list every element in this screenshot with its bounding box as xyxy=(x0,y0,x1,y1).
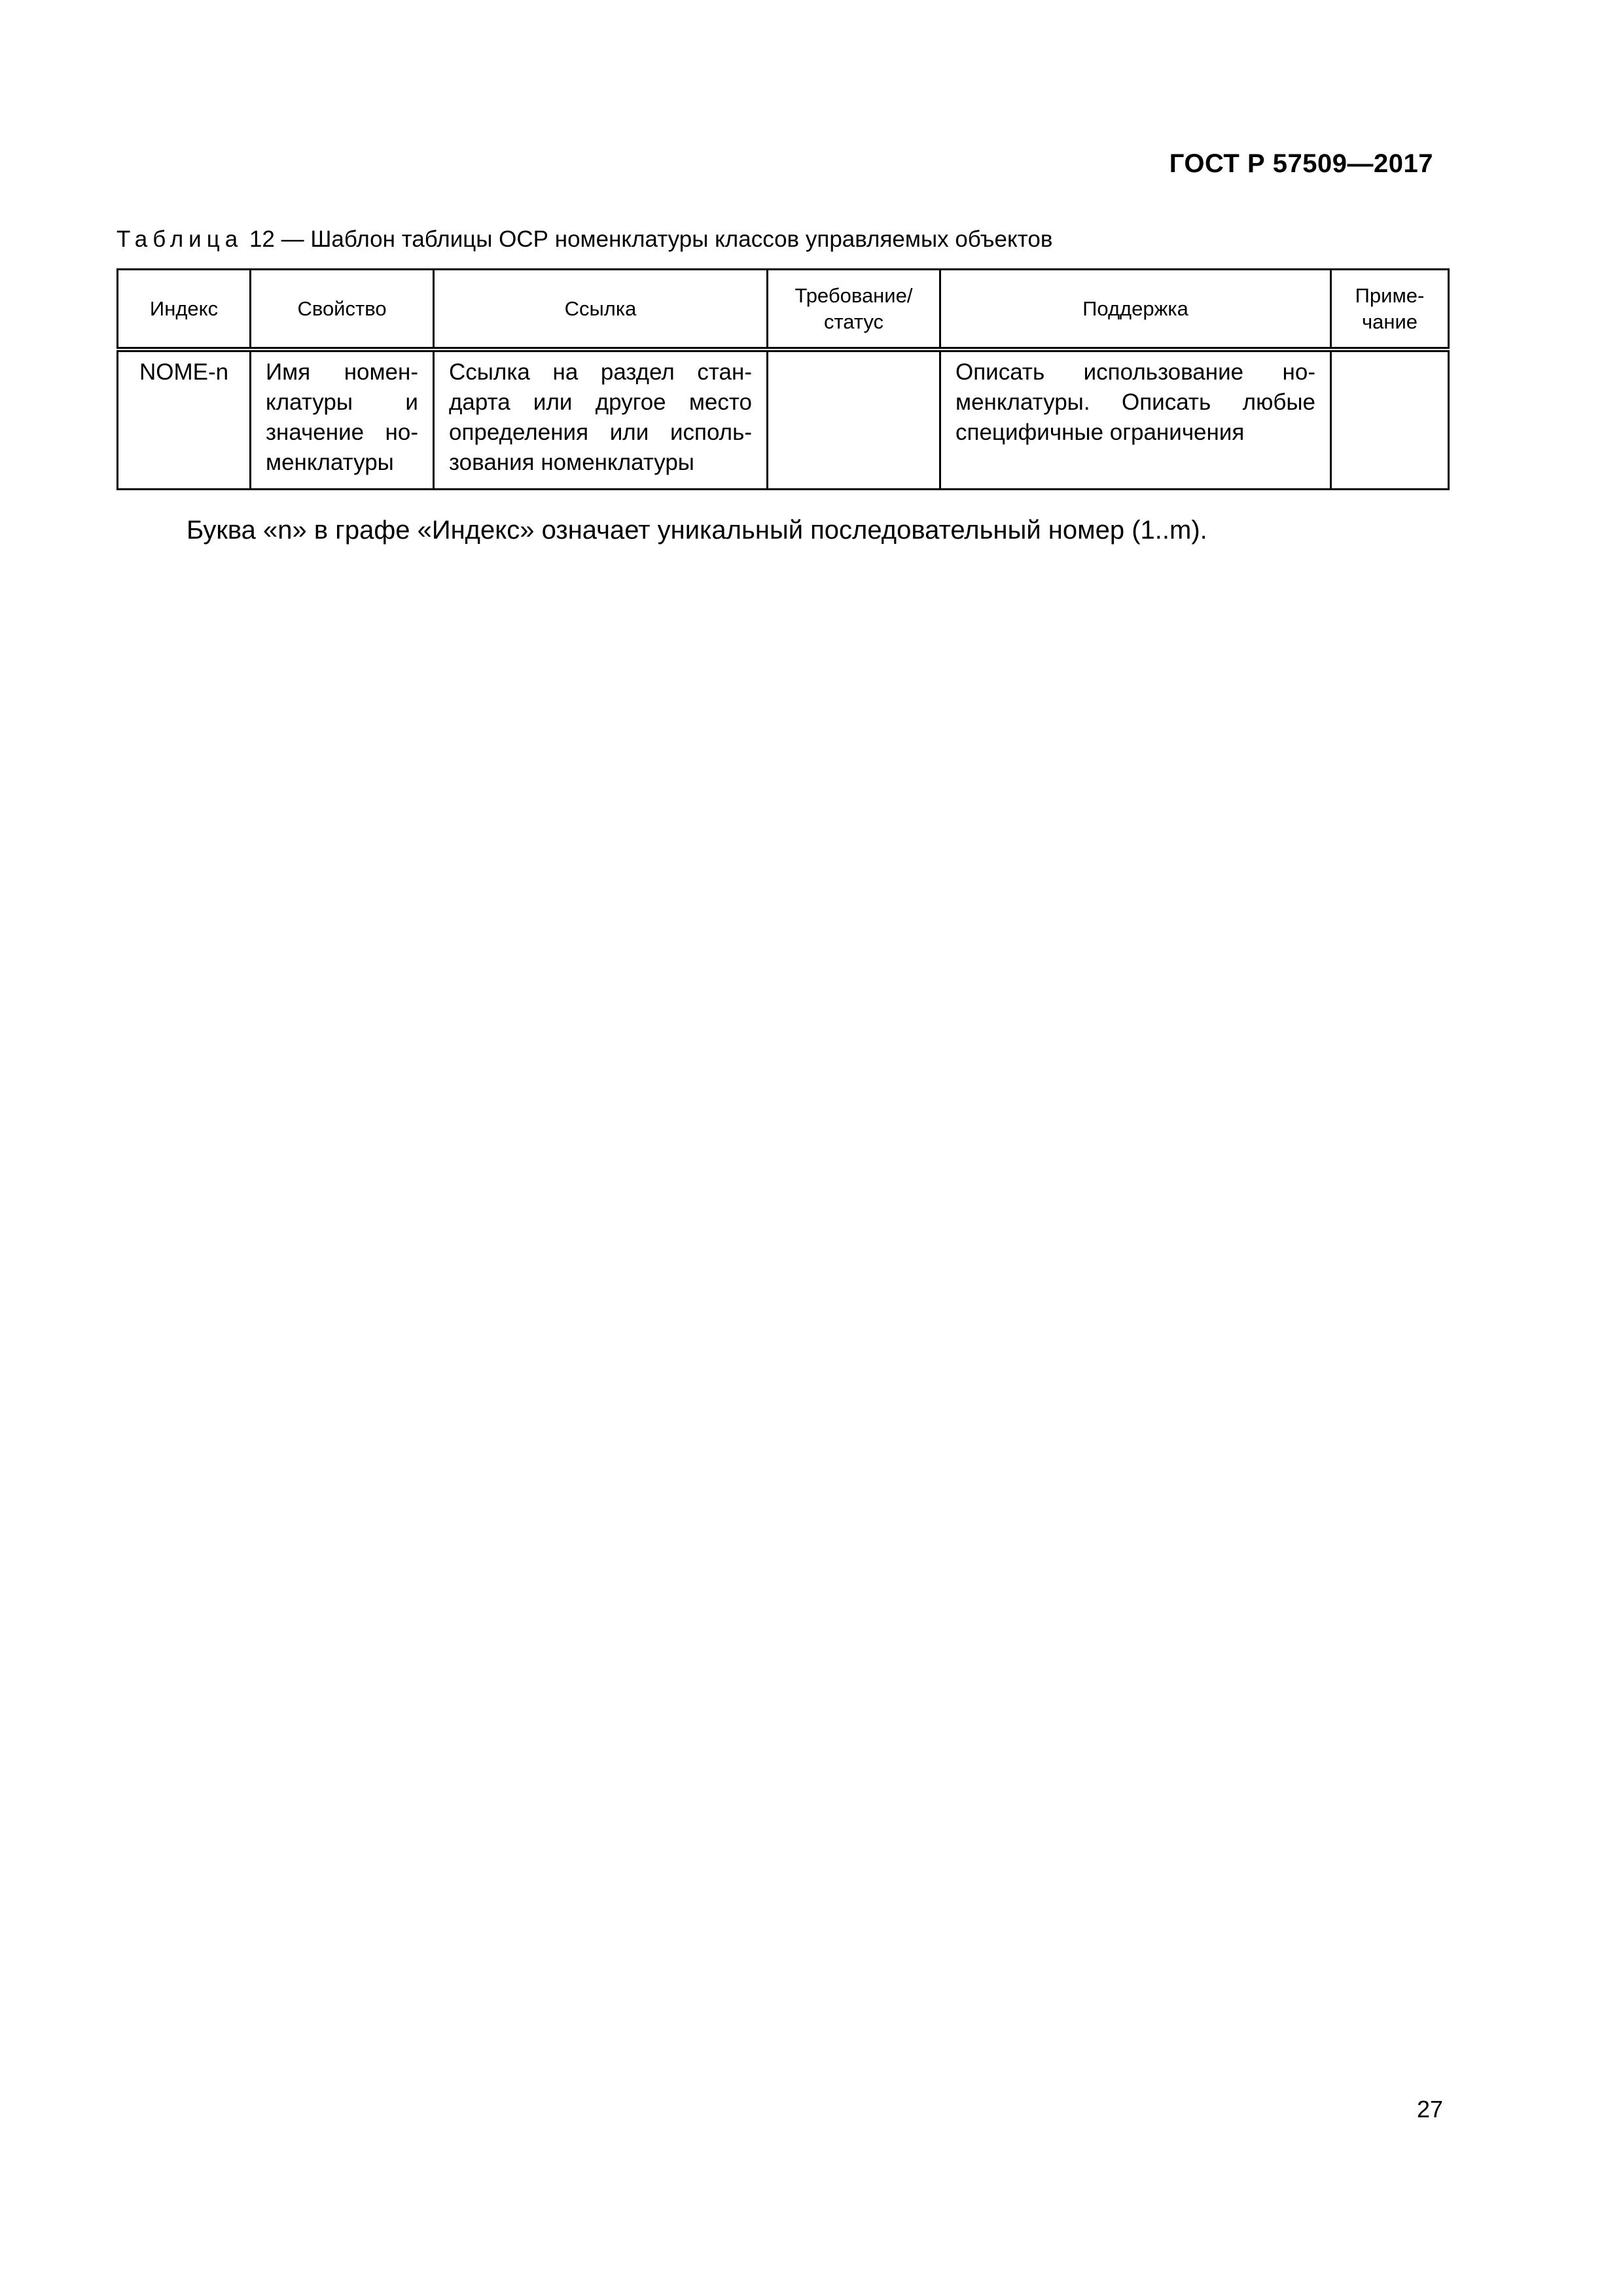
column-header-support: Поддержка xyxy=(940,270,1331,350)
column-header-note-line1: Приме- xyxy=(1355,283,1425,307)
column-header-requirement-line2: статус xyxy=(823,310,884,333)
cell-index: NOME-n xyxy=(118,350,251,490)
column-header-note-line2: чание xyxy=(1361,310,1418,333)
table-caption-word: Таблица xyxy=(116,226,243,252)
cell-requirement xyxy=(768,350,940,490)
table-caption xyxy=(116,226,1052,253)
column-header-note xyxy=(1331,270,1449,350)
table-header-row xyxy=(118,270,1449,350)
cell-property: Имя номенклатуры и значение номенклатуры xyxy=(251,350,434,490)
column-header-index: Индекс xyxy=(118,270,251,350)
cell-reference: Ссылка на раздел стандарта или другое место определения или использования номенклатуры xyxy=(434,350,768,490)
document-header-id: ГОСТ Р 57509—2017 xyxy=(1169,149,1433,178)
column-header-requirement xyxy=(768,270,940,350)
table-caption-text: 12 — Шаблон таблицы ОСР номенклатуры классов управляемых объектов xyxy=(249,226,1053,252)
cell-note xyxy=(1331,350,1449,490)
body-paragraph: Буква «n» в графе «Индекс» означает уникальный последовательный номер (1..m). xyxy=(187,516,1207,545)
column-header-property: Свойство xyxy=(251,270,434,350)
cell-support: Описать использование номенклатуры. Описать любые специфичные ограничения xyxy=(940,350,1331,490)
table-row xyxy=(118,350,1449,490)
nomenclature-template-table xyxy=(116,268,1450,490)
column-header-requirement-line1: Требование/ xyxy=(794,283,913,307)
page-number: 27 xyxy=(1416,2096,1443,2123)
column-header-reference: Ссылка xyxy=(434,270,768,350)
